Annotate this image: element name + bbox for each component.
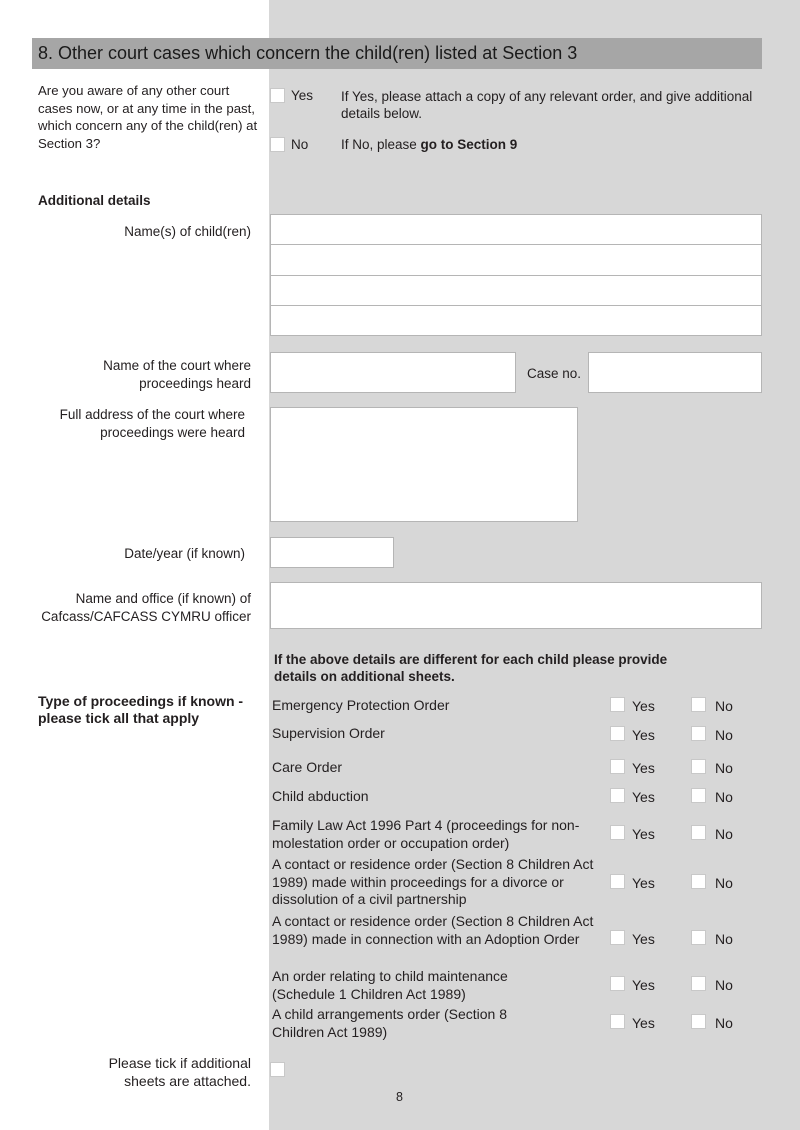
- child-name-field-2[interactable]: [270, 244, 762, 276]
- no-label: No: [715, 875, 733, 891]
- yes-label: Yes: [632, 760, 655, 776]
- additional-sheets-label: Please tick if additional sheets are attached.: [108, 1055, 251, 1089]
- family-law-act-no-checkbox[interactable]: [691, 825, 706, 840]
- proceeding-item-child-arrangements: A child arrangements order (Section 8 Children Act 1989): [272, 1006, 508, 1040]
- proceeding-item-contact-adoption: A contact or residence order (Section 8 Children Act 1989) made in connection with an Adoption Order: [272, 913, 594, 947]
- no-instruction-text: If No, please: [341, 137, 421, 152]
- child-abduction-yes-checkbox[interactable]: [610, 788, 625, 803]
- child-maintenance-yes-checkbox[interactable]: [610, 976, 625, 991]
- supervision-yes-checkbox[interactable]: [610, 726, 625, 741]
- no-label: No: [715, 931, 733, 947]
- proceedings-heading: Type of proceedings if known - please tick all that apply: [38, 693, 244, 726]
- child-name-field-1[interactable]: [270, 214, 762, 245]
- child-name-field-4[interactable]: [270, 305, 762, 336]
- contact-divorce-yes-checkbox[interactable]: [610, 874, 625, 889]
- case-no-field[interactable]: [588, 352, 762, 393]
- aware-yes-label: Yes: [291, 88, 314, 103]
- section-header: [32, 38, 762, 69]
- proceeding-item-child-maintenance: An order relating to child maintenance (Schedule 1 Children Act 1989): [272, 968, 508, 1002]
- no-label: No: [715, 1015, 733, 1031]
- yes-instruction: If Yes, please attach a copy of any relevant order, and give additional details below.: [341, 89, 753, 121]
- proceeding-item-family-law-act: Family Law Act 1996 Part 4 (proceedings for non-molestation order or occupation order): [272, 817, 580, 851]
- aware-yes-checkbox[interactable]: [270, 88, 285, 103]
- different-details-note: If the above details are different for each child please provide details on additional sheets.: [274, 652, 668, 684]
- proceeding-item-emergency-protection: Emergency Protection Order: [272, 697, 450, 713]
- yes-label: Yes: [632, 698, 655, 714]
- child-arrangements-yes-checkbox[interactable]: [610, 1014, 625, 1029]
- proceeding-item-care-order: Care Order: [272, 759, 343, 775]
- additional-sheets-checkbox[interactable]: [270, 1062, 285, 1077]
- child-maintenance-no-checkbox[interactable]: [691, 976, 706, 991]
- court-address-field[interactable]: [270, 407, 578, 522]
- child-arrangements-no-checkbox[interactable]: [691, 1014, 706, 1029]
- officer-label: Name and office (if known) of Cafcass/CAFCASS CYMRU officer: [41, 591, 251, 624]
- court-name-field[interactable]: [270, 352, 516, 393]
- supervision-no-checkbox[interactable]: [691, 726, 706, 741]
- aware-no-checkbox[interactable]: [270, 137, 285, 152]
- proceeding-item-supervision: Supervision Order: [272, 725, 385, 741]
- date-field[interactable]: [270, 537, 394, 568]
- yes-label: Yes: [632, 931, 655, 947]
- no-label: No: [715, 977, 733, 993]
- date-label: Date/year (if known): [124, 546, 245, 561]
- yes-label: Yes: [632, 727, 655, 743]
- contact-divorce-no-checkbox[interactable]: [691, 874, 706, 889]
- awareness-question: Are you aware of any other court cases now, or at any time in the past, which concern any of the child(ren) at Section 3?: [38, 83, 258, 151]
- yes-label: Yes: [632, 1015, 655, 1031]
- yes-label: Yes: [632, 789, 655, 805]
- aware-no-label: No: [291, 137, 309, 152]
- contact-adoption-no-checkbox[interactable]: [691, 930, 706, 945]
- family-law-act-yes-checkbox[interactable]: [610, 825, 625, 840]
- no-label: No: [715, 826, 733, 842]
- yes-label: Yes: [632, 875, 655, 891]
- additional-details-heading: Additional details: [38, 193, 151, 208]
- no-label: No: [715, 760, 733, 776]
- no-label: No: [715, 698, 733, 714]
- yes-label: Yes: [632, 826, 655, 842]
- care-order-yes-checkbox[interactable]: [610, 759, 625, 774]
- child-name-field-3[interactable]: [270, 275, 762, 306]
- no-instruction: [341, 137, 517, 152]
- court-name-label: Name of the court where proceedings heard: [103, 358, 251, 391]
- go-to-section-9: go to Section 9: [420, 137, 518, 152]
- proceeding-item-contact-divorce: A contact or residence order (Section 8 Children Act 1989) made within proceedings for a divorce or dissolution of a civil partnership: [272, 856, 594, 907]
- care-order-no-checkbox[interactable]: [691, 759, 706, 774]
- page-number: 8: [396, 1090, 403, 1104]
- children-label: Name(s) of child(ren): [124, 224, 251, 239]
- no-label: No: [715, 727, 733, 743]
- proceeding-item-child-abduction: Child abduction: [272, 788, 369, 804]
- emergency-protection-no-checkbox[interactable]: [691, 697, 706, 712]
- yes-label: Yes: [632, 977, 655, 993]
- contact-adoption-yes-checkbox[interactable]: [610, 930, 625, 945]
- child-abduction-no-checkbox[interactable]: [691, 788, 706, 803]
- case-no-label: Case no.: [527, 366, 582, 381]
- officer-field[interactable]: [270, 582, 762, 629]
- court-address-label: Full address of the court where proceedings were heard: [59, 407, 245, 440]
- section-title: 8. Other court cases which concern the child(ren) listed at Section 3: [38, 43, 578, 63]
- emergency-protection-yes-checkbox[interactable]: [610, 697, 625, 712]
- no-label: No: [715, 789, 733, 805]
